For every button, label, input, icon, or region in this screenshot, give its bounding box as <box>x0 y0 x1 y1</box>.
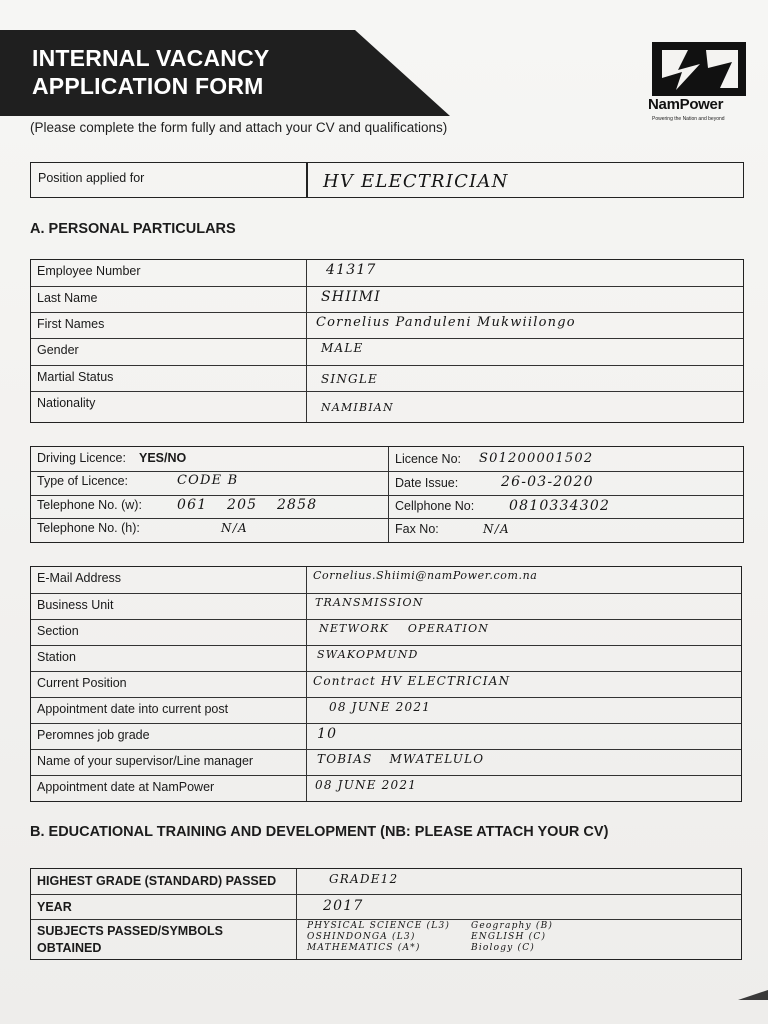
column-divider <box>296 869 297 959</box>
column-divider <box>306 163 308 197</box>
job-grade-field[interactable]: 10 <box>317 726 338 742</box>
current-position-field[interactable]: Contract HV ELECTRICIAN <box>313 674 511 688</box>
position-applied-row <box>30 162 744 198</box>
telephone-home-label: Telephone No. (h): <box>37 521 140 535</box>
position-applied-label: Position applied for <box>38 171 145 185</box>
supervisor-field[interactable]: TOBIAS MWATELULO <box>317 752 485 766</box>
table-row <box>31 567 741 594</box>
logo-name: NamPower <box>648 96 724 113</box>
subject-item: Geography (B) <box>471 921 554 931</box>
row-divider <box>31 894 741 895</box>
licence-type-field[interactable]: CODE B <box>177 473 239 488</box>
section-a-title: A. PERSONAL PARTICULARS <box>30 221 236 237</box>
subjects-label-line1: SUBJECTS PASSED/SYMBOLS <box>37 924 223 938</box>
current-position-label: Current Position <box>37 676 127 690</box>
telephone-work-field[interactable]: 061 205 2858 <box>177 497 318 513</box>
year-label: YEAR <box>37 900 72 914</box>
position-applied-value[interactable]: HV ELECTRICIAN <box>323 171 509 192</box>
table-row <box>31 313 743 339</box>
appointment-nampower-label: Appointment date at NamPower <box>37 780 215 794</box>
table-row <box>31 620 741 646</box>
table-row <box>31 366 743 392</box>
driving-licence-options[interactable]: YES/NO <box>139 451 187 465</box>
form-instruction: (Please complete the form fully and attach your CV and qualifications) <box>30 120 448 135</box>
section-label: Section <box>37 624 79 638</box>
email-label: E-Mail Address <box>37 571 122 585</box>
form-title-line1: INTERNAL VACANCY <box>32 45 270 71</box>
marital-status-label: Martial Status <box>37 370 114 384</box>
subject-item: ENGLISH (C) <box>471 932 547 942</box>
telephone-work-label: Telephone No. (w): <box>37 498 142 512</box>
subjects-list-col1[interactable] <box>307 921 450 954</box>
nationality-field[interactable]: NAMIBIAN <box>321 401 394 414</box>
appointment-current-label: Appointment date into current post <box>37 702 229 716</box>
row-divider <box>31 919 741 920</box>
personal-particulars-table <box>30 259 744 423</box>
table-row <box>31 392 743 421</box>
subjects-list-col2[interactable] <box>471 921 553 954</box>
table-row <box>31 776 741 801</box>
row-divider <box>31 518 743 519</box>
station-label: Station <box>37 650 76 664</box>
gender-label: Gender <box>37 343 79 357</box>
cellphone-label: Cellphone No: <box>395 499 475 513</box>
date-issue-field[interactable]: 26-03-2020 <box>501 474 594 490</box>
cellphone-field[interactable]: 0810334302 <box>509 498 611 514</box>
table-row <box>31 339 743 366</box>
table-row <box>31 646 741 672</box>
first-names-label: First Names <box>37 317 105 331</box>
education-table <box>30 868 742 960</box>
business-unit-label: Business Unit <box>37 598 114 612</box>
fax-label: Fax No: <box>395 522 439 536</box>
appointment-nampower-field[interactable]: 08 JUNE 2021 <box>315 778 418 792</box>
email-field[interactable]: Cornelius.Shiimi@namPower.com.na <box>313 569 538 582</box>
table-row <box>31 724 741 750</box>
form-title-line2: APPLICATION FORM <box>32 73 264 99</box>
employee-number-field[interactable]: 41317 <box>326 262 377 278</box>
table-row <box>31 594 741 620</box>
first-names-field[interactable]: Cornelius Panduleni Mukwiilongo <box>316 315 576 330</box>
station-field[interactable]: SWAKOPMUND <box>317 648 419 661</box>
last-name-label: Last Name <box>37 291 98 305</box>
licence-number-field[interactable]: S01200001502 <box>479 451 594 466</box>
section-field[interactable]: NETWORK OPERATION <box>319 622 490 635</box>
table-row <box>31 698 741 724</box>
table-row <box>31 750 741 776</box>
table-row <box>31 287 743 313</box>
highest-grade-field[interactable]: GRADE12 <box>329 872 399 886</box>
appointment-current-field[interactable]: 08 JUNE 2021 <box>329 700 432 714</box>
highest-grade-label: HIGHEST GRADE (STANDARD) PASSED <box>37 874 277 888</box>
licence-type-label: Type of Licence: <box>37 474 129 488</box>
licence-contact-table <box>30 446 744 543</box>
row-divider <box>31 471 743 472</box>
year-field[interactable]: 2017 <box>323 898 364 914</box>
date-issue-label: Date Issue: <box>395 476 459 490</box>
licence-number-label: Licence No: <box>395 452 462 466</box>
row-divider <box>31 495 743 496</box>
table-row <box>31 672 741 698</box>
last-name-field[interactable]: SHIIMI <box>321 289 381 305</box>
table-row <box>31 260 743 287</box>
telephone-home-field[interactable]: N/A <box>221 521 248 535</box>
subject-item: PHYSICAL SCIENCE (L3) <box>307 921 451 931</box>
marital-status-field[interactable]: SINGLE <box>321 372 378 386</box>
subject-item: MATHEMATICS (A*) <box>307 943 421 953</box>
subject-item: Biology (C) <box>471 943 536 953</box>
driving-licence-label: Driving Licence: <box>37 451 126 465</box>
logo-tagline: Powering the Nation and beyond <box>652 116 725 122</box>
employee-number-label: Employee Number <box>37 264 141 278</box>
employment-details-table <box>30 566 742 802</box>
subjects-label-line2: OBTAINED <box>37 941 102 955</box>
job-grade-label: Peromnes job grade <box>37 728 150 742</box>
nationality-label: Nationality <box>37 396 96 410</box>
form-title <box>32 44 352 100</box>
page-corner-mark <box>738 990 768 1000</box>
section-b-title: B. EDUCATIONAL TRAINING AND DEVELOPMENT (NB: PLEASE ATTACH YOUR CV) <box>30 824 609 840</box>
subject-item: OSHINDONGA (L3) <box>307 932 416 942</box>
gender-field[interactable]: MALE <box>321 341 364 355</box>
supervisor-label: Name of your supervisor/Line manager <box>37 754 254 768</box>
fax-field[interactable]: N/A <box>483 522 510 536</box>
business-unit-field[interactable]: TRANSMISSION <box>315 596 424 609</box>
